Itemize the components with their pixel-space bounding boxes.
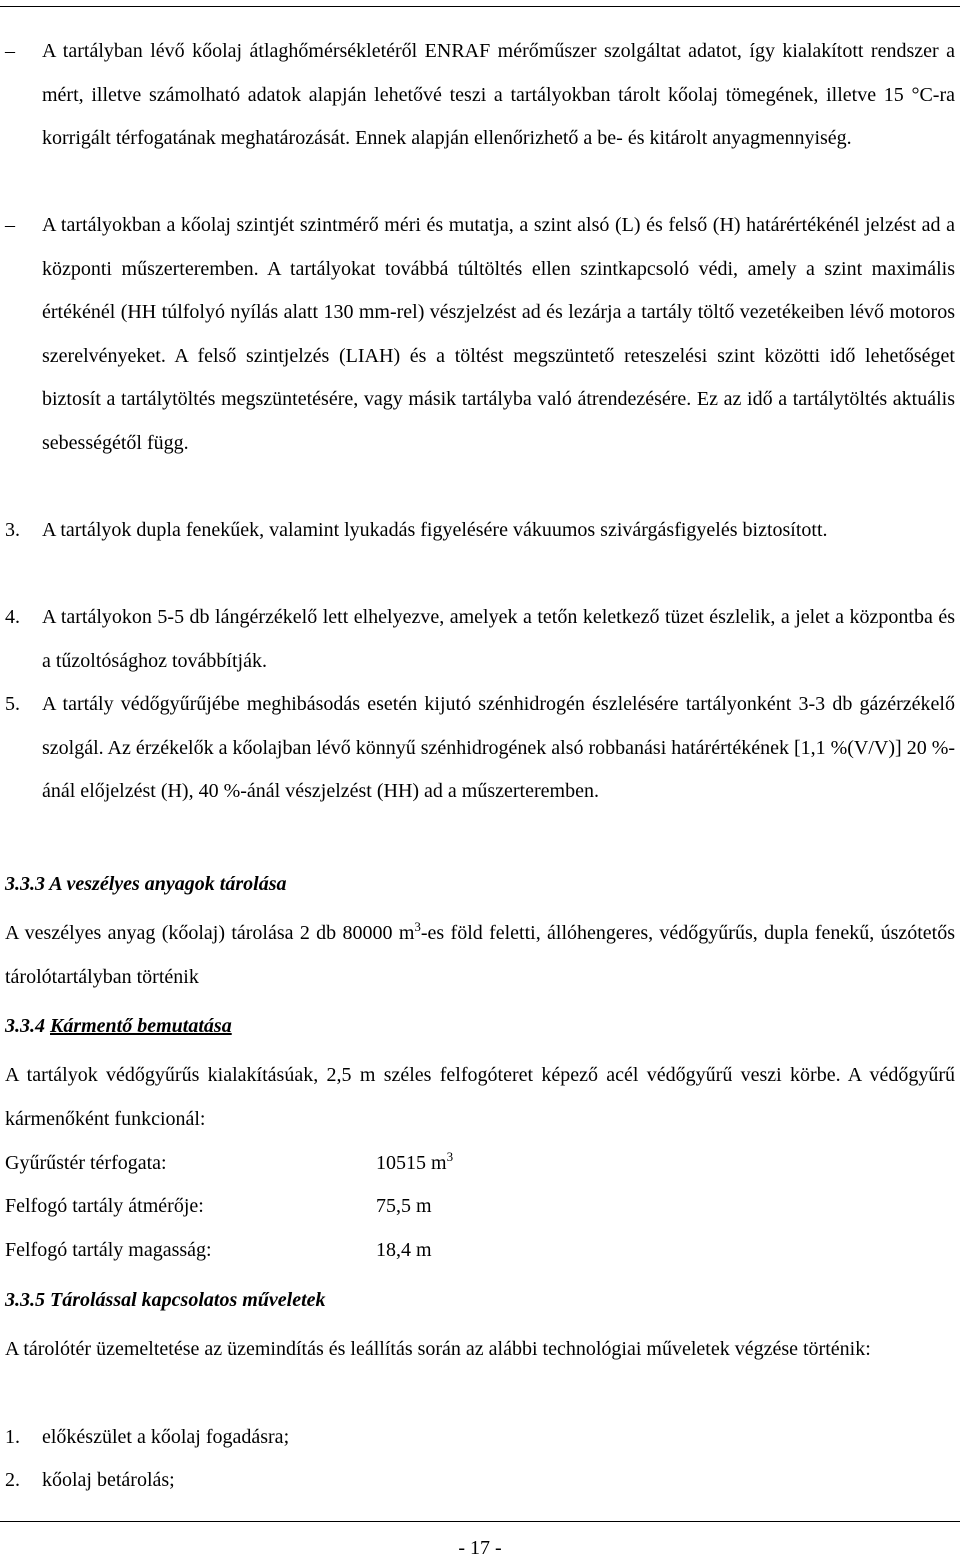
number-marker: 1. <box>5 1426 20 1448</box>
bullet-item-1 <box>5 30 955 161</box>
superscript: 3 <box>414 919 421 934</box>
numbered-text: A tartályokon 5-5 db lángérzékelő lett elhelyezve, amelyek a tetőn keletkező tüzet észlelik, a jelet a központba és a tűzoltósághoz továbbítják. <box>42 606 955 672</box>
list-item-text: előkészület a kőolaj fogadásra; <box>42 1426 290 1448</box>
list-item <box>5 1459 955 1503</box>
spec-label: Gyűrűstér térfogata: <box>5 1152 167 1174</box>
numbered-item-4 <box>5 596 955 683</box>
spec-label: Felfogó tartály magasság: <box>5 1239 212 1261</box>
section-title: Tárolással kapcsolatos műveletek <box>50 1289 326 1311</box>
spec-value: 75,5 m <box>376 1195 432 1217</box>
numbered-text: A tartályok dupla fenekűek, valamint lyukadás figyelésére vákuumos szivárgásfigyelés biztosított. <box>42 519 828 541</box>
section-title: Kármentő bemutatása <box>50 1015 232 1037</box>
bullet-text: A tartályban lévő kőolaj átlaghőmérsékletéről ENRAF mérőműszer szolgáltat adatot, így kialakított rendszer a mért, illetve számolható adatok alapján lehetővé teszi a tartályokban tárolt kőolaj tömegének, illetve 15 °C-ra korrigált térfogatának meghatározását. Ennek alapján ellenőrizhető a be- és kitárolt anyagmennyiség. <box>42 40 955 150</box>
section-3-3-4-paragraph: A tartályok védőgyűrűs kialakításúak, 2,5 m széles felfogóteret képező acél védőgyűrű veszi körbe. A védőgyűrű kármenőként funkcionál: <box>5 1064 955 1130</box>
dash-marker: – <box>5 214 15 236</box>
section-3-3-5-paragraph: A tárolótér üzemeltetése az üzemindítás és leállítás során az alábbi technológiai műveletek végzése történik: <box>5 1338 871 1360</box>
numbered-text: A tartály védőgyűrűjébe meghibásodás esetén kijutó szénhidrogén észlelésére tartályonként 3-3 db gázérzékelő szolgál. Az érzékelők a kőolajban lévő könnyű szénhidrogének alsó robbanási határértékének [1,1 %(V/V)] 20 %-ánál előjelzést (H), 40 %-ánál vészjelzést (HH) ad a műszerteremben. <box>42 693 956 803</box>
numbered-item-3 <box>5 509 955 553</box>
bullet-item-2 <box>5 204 955 466</box>
footer-rule <box>0 1521 960 1522</box>
number-marker: 5. <box>5 693 20 715</box>
bullet-text: A tartályokban a kőolaj szintjét szintmérő méri és mutatja, a szint alsó (L) és felső (H) határértékénél jelzést ad a központi műszerteremben. A tartályokat továbbá túltöltés ellen szintkapcsoló védi, amely a szint maximális értékénél (HH túlfolyó nyílás alatt 130 mm-rel) vészjelzést ad és lezárja a tartály töltő vezetékeiben lévő motoros szerelvényeket. A felső szintjelzés (LIAH) és a töltést megszüntető reteszelési szint közötti idő lehetőséget biztosít a tartálytöltés megszüntetésére, vagy másik tartályba való átrendezésére. Ez az idő a tartálytöltés aktuális sebességétől függ. <box>42 214 955 454</box>
section-3-3-3-paragraph: A veszélyes anyag (kőolaj) tárolása 2 db 80000 $m^3-es$ föld feletti, állóhengeres, védőgyűrűs, dupla fenekű, úszótetős tárolótartályban történik <box>5 919 956 988</box>
number-marker: 3. <box>5 519 20 541</box>
dash-marker: – <box>5 40 15 62</box>
number-marker: 2. <box>5 1469 20 1491</box>
page-number: - 17 - <box>458 1537 502 1559</box>
list-item <box>5 1416 955 1460</box>
section-heading-3-3-4 <box>5 1011 232 1041</box>
top-rule <box>0 6 960 7</box>
section-number: 3.3.4 <box>5 1015 45 1037</box>
section-number: 3.3.5 <box>5 1289 45 1311</box>
section-title: A veszélyes anyagok tárolása <box>49 873 287 895</box>
spec-value: 18,4 m <box>376 1239 432 1261</box>
section-heading-3-3-5 <box>5 1285 326 1315</box>
section-number: 3.3.3 <box>5 873 45 895</box>
number-marker: 4. <box>5 606 20 628</box>
numbered-item-5 <box>5 683 955 814</box>
spec-value: 10515 $m^3$ <box>376 1149 454 1174</box>
spec-label: Felfogó tartály átmérője: <box>5 1195 204 1217</box>
list-item-text: kőolaj betárolás; <box>42 1469 175 1491</box>
section-heading-3-3-3 <box>5 869 286 899</box>
